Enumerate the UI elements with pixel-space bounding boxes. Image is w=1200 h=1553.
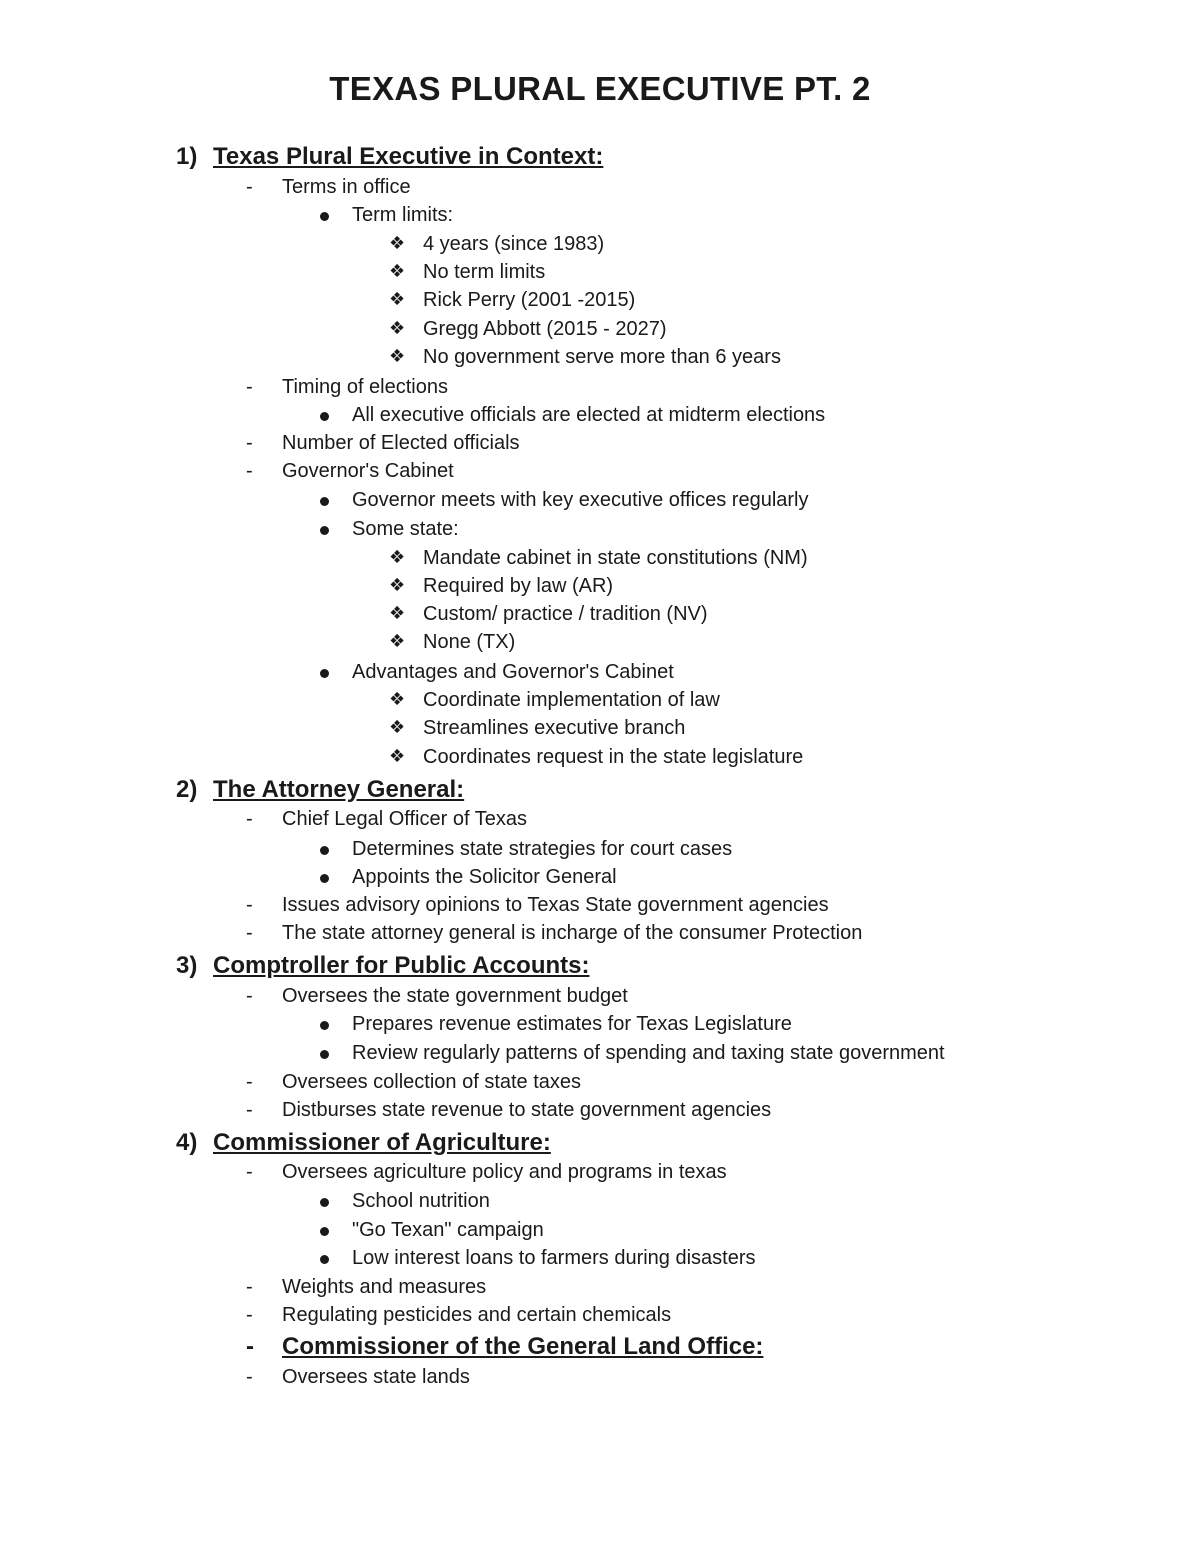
bullet-icon xyxy=(320,412,329,421)
item-text: Terms in office xyxy=(282,176,411,198)
item-text: Required by law (AR) xyxy=(423,575,614,597)
section-title: Texas Plural Executive in Context: xyxy=(213,143,604,170)
item-text: Coordinate implementation of law xyxy=(423,689,720,711)
item-text: Low interest loans to farmers during disasters xyxy=(352,1247,756,1269)
bullet-icon xyxy=(320,526,329,535)
item-text: No government serve more than 6 years xyxy=(423,346,781,368)
item-text: Streamlines executive branch xyxy=(423,717,686,739)
dash-marker: - xyxy=(246,460,253,482)
item-text: Appoints the Solicitor General xyxy=(352,866,617,888)
item-text: Custom/ practice / tradition (NV) xyxy=(423,603,708,625)
bullet-icon xyxy=(320,1227,329,1236)
item-text: All executive officials are elected at midterm elections xyxy=(352,404,826,426)
item-text: Governor meets with key executive offices regularly xyxy=(352,489,809,511)
item-text: Coordinates request in the state legislature xyxy=(423,746,804,768)
bullet-icon xyxy=(320,1255,329,1264)
diamond-bullet-icon: ❖ xyxy=(389,261,406,281)
item-text: Distburses state revenue to state government agencies xyxy=(282,1099,772,1121)
item-text: Oversees state lands xyxy=(282,1366,470,1388)
item-text: Review regularly patterns of spending and taxing state government xyxy=(352,1042,945,1064)
bullet-icon xyxy=(320,1198,329,1207)
dash-marker: - xyxy=(246,1276,253,1298)
section-number: 2) xyxy=(176,776,198,803)
dash-marker: - xyxy=(246,376,253,398)
section-number: 1) xyxy=(176,143,198,170)
diamond-bullet-icon: ❖ xyxy=(389,233,406,253)
item-text: Some state: xyxy=(352,518,459,540)
item-text: Gregg Abbott (2015 - 2027) xyxy=(423,318,667,340)
item-text: Governor's Cabinet xyxy=(282,460,454,482)
item-text: Determines state strategies for court cases xyxy=(352,838,733,860)
dash-marker: - xyxy=(246,1099,253,1121)
item-text: Chief Legal Officer of Texas xyxy=(282,808,527,830)
item-text: None (TX) xyxy=(423,631,516,653)
dash-marker: - xyxy=(246,922,253,944)
item-text: Mandate cabinet in state constitutions (NM) xyxy=(423,547,808,569)
bullet-icon xyxy=(320,669,329,678)
item-text: Oversees collection of state taxes xyxy=(282,1071,582,1093)
dash-marker: - xyxy=(246,808,253,830)
dash-marker: - xyxy=(246,1161,253,1183)
bullet-icon xyxy=(320,874,329,883)
item-text: Weights and measures xyxy=(282,1276,487,1298)
item-text: Regulating pesticides and certain chemicals xyxy=(282,1304,672,1326)
bullet-icon xyxy=(320,846,329,855)
diamond-bullet-icon: ❖ xyxy=(389,717,406,737)
item-text: Oversees the state government budget xyxy=(282,985,628,1007)
dash-marker: - xyxy=(246,1304,253,1326)
item-heading: Commissioner of the General Land Office: xyxy=(282,1333,764,1360)
diamond-bullet-icon: ❖ xyxy=(389,547,406,567)
dash-marker: - xyxy=(246,985,253,1007)
dash-marker: - xyxy=(246,176,253,198)
diamond-bullet-icon: ❖ xyxy=(389,603,406,623)
item-text: Prepares revenue estimates for Texas Legislature xyxy=(352,1013,792,1035)
item-text: Rick Perry (2001 -2015) xyxy=(423,289,636,311)
diamond-bullet-icon: ❖ xyxy=(389,575,406,595)
item-text: Timing of elections xyxy=(282,376,448,398)
item-text: Oversees agriculture policy and programs in texas xyxy=(282,1161,727,1183)
diamond-bullet-icon: ❖ xyxy=(389,746,406,766)
diamond-bullet-icon: ❖ xyxy=(389,289,406,309)
item-text: "Go Texan" campaign xyxy=(352,1219,544,1241)
diamond-bullet-icon: ❖ xyxy=(389,346,406,366)
bullet-icon xyxy=(320,1021,329,1030)
bullet-icon xyxy=(320,1050,329,1059)
section-title: The Attorney General: xyxy=(213,776,465,803)
item-text: Number of Elected officials xyxy=(282,432,520,454)
item-text: The state attorney general is incharge of the consumer Protection xyxy=(282,922,863,944)
dash-marker: - xyxy=(246,1071,253,1093)
dash-marker: - xyxy=(246,1333,254,1360)
item-text: Advantages and Governor's Cabinet xyxy=(352,661,674,683)
section-number: 3) xyxy=(176,952,198,979)
dash-marker: - xyxy=(246,432,253,454)
item-text: Issues advisory opinions to Texas State government agencies xyxy=(282,894,829,916)
bullet-icon xyxy=(320,497,329,506)
section-number: 4) xyxy=(176,1129,198,1156)
bullet-icon xyxy=(320,212,329,221)
diamond-bullet-icon: ❖ xyxy=(389,689,406,709)
diamond-bullet-icon: ❖ xyxy=(389,631,406,651)
dash-marker: - xyxy=(246,1366,253,1388)
diamond-bullet-icon: ❖ xyxy=(389,318,406,338)
section-title: Comptroller for Public Accounts: xyxy=(213,952,590,979)
item-text: Term limits: xyxy=(352,204,454,226)
item-text: School nutrition xyxy=(352,1190,490,1212)
dash-marker: - xyxy=(246,894,253,916)
section-title: Commissioner of Agriculture: xyxy=(213,1129,551,1156)
page-title: TEXAS PLURAL EXECUTIVE PT. 2 xyxy=(329,70,871,107)
item-text: No term limits xyxy=(423,261,546,283)
item-text: 4 years (since 1983) xyxy=(423,233,605,255)
